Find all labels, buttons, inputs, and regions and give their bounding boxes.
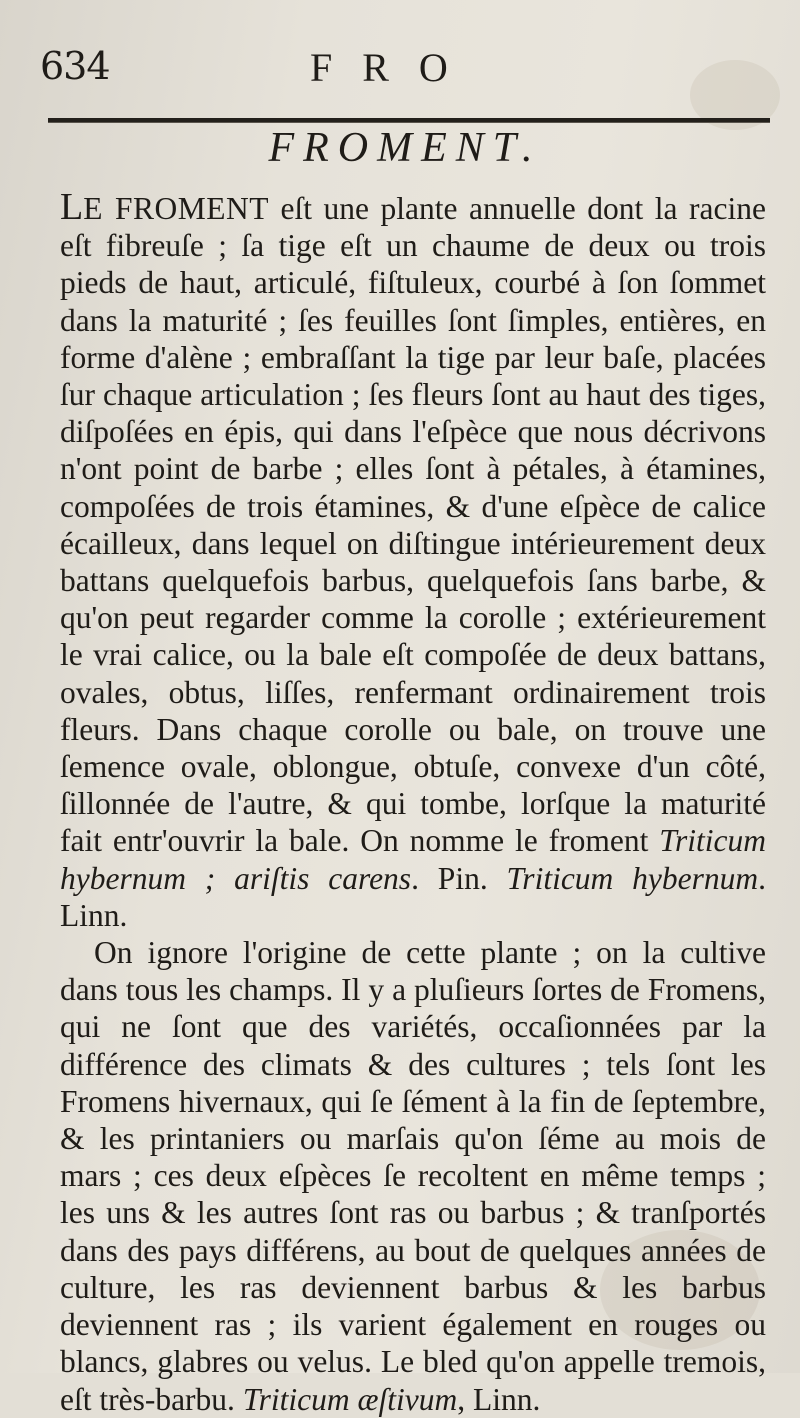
body-text	[60, 188, 766, 1418]
drop-cap: L	[60, 186, 84, 228]
paragraph-varieties	[60, 934, 766, 1418]
paragraph-text: , Linn.	[457, 1381, 541, 1417]
lead-word: E FROMENT	[83, 191, 270, 226]
entry-title: FROMENT.	[268, 125, 542, 171]
page-number: 634	[40, 44, 110, 88]
paragraph-text: eſt une plante annuelle dont la racine eſt fibreuſe ; ſa tige eſt un chaume de deux ou trois pieds de haut, articulé, fiſtuleux, courbé à ſon ſommet dans la maturité ; ſes feuilles ſont ſimples, entières, en forme d'alène ; embraſſant la tige par leur baſe, placées ſur chaque articulation ; ſes fleurs ſont au haut des tiges, diſpoſées en épis, qui dans l'eſpèce que nous décrivons n'ont point de barbe ; elles ſont à pétales, à étamines, compoſées de trois étamines, & d'une eſpèce de calice écailleux, dans lequel on diſtingue intérieurement deux battans quelquefois barbus, quelquefois ſans barbe, & qu'on peut regarder comme la corolle ; extérieurement le vrai calice, ou la bale eſt compoſée de deux battans, ovales, obtus, liſſes, renfermant ordinairement trois fleurs. Dans chaque corolle ou bale, on trouve une ſemence ovale, oblongue, obtuſe, convexe d'un côté, ſillonnée de l'autre, & qui tombe, lorſque la maturité fait entr'ouvrir la bale. On nomme le froment	[60, 191, 766, 859]
latin-name: Triticum hybernum ; ariſtis carens	[60, 823, 766, 896]
header-rule	[48, 118, 770, 123]
paragraph-text: On ignore l'origine de cette plante ; on la cultive dans tous les champs. Il y a pluſieurs ſortes de Fromens, qui ne ſont que des variétés, occaſionnées par la différence des climats & des cultures ; tels ſont les Fromens hivernaux, qui ſe ſément à la fin de ſeptembre, & les printaniers ou marſais qu'on ſéme au mois de mars ; ces deux eſpèces ſe recoltent en même temps ; les uns & les autres ſont ras ou barbus ; & tranſportés dans des pays différens, au bout de quelques années de culture, les ras deviennent barbus & les barbus deviennent ras ; ils varient également en rouges ou blancs, glabres ou velus. Le bled qu'on appelle tremois, eſt très-barbu.	[60, 935, 766, 1417]
paragraph-text: . Linn.	[60, 860, 766, 933]
latin-name: Triticum æſtivum	[242, 1381, 458, 1417]
running-title: F R O	[310, 45, 458, 90]
paragraph-description	[60, 188, 766, 934]
latin-name: Triticum hybernum	[506, 860, 759, 896]
paragraph-text: . Pin.	[411, 860, 507, 896]
running-head	[40, 44, 760, 104]
